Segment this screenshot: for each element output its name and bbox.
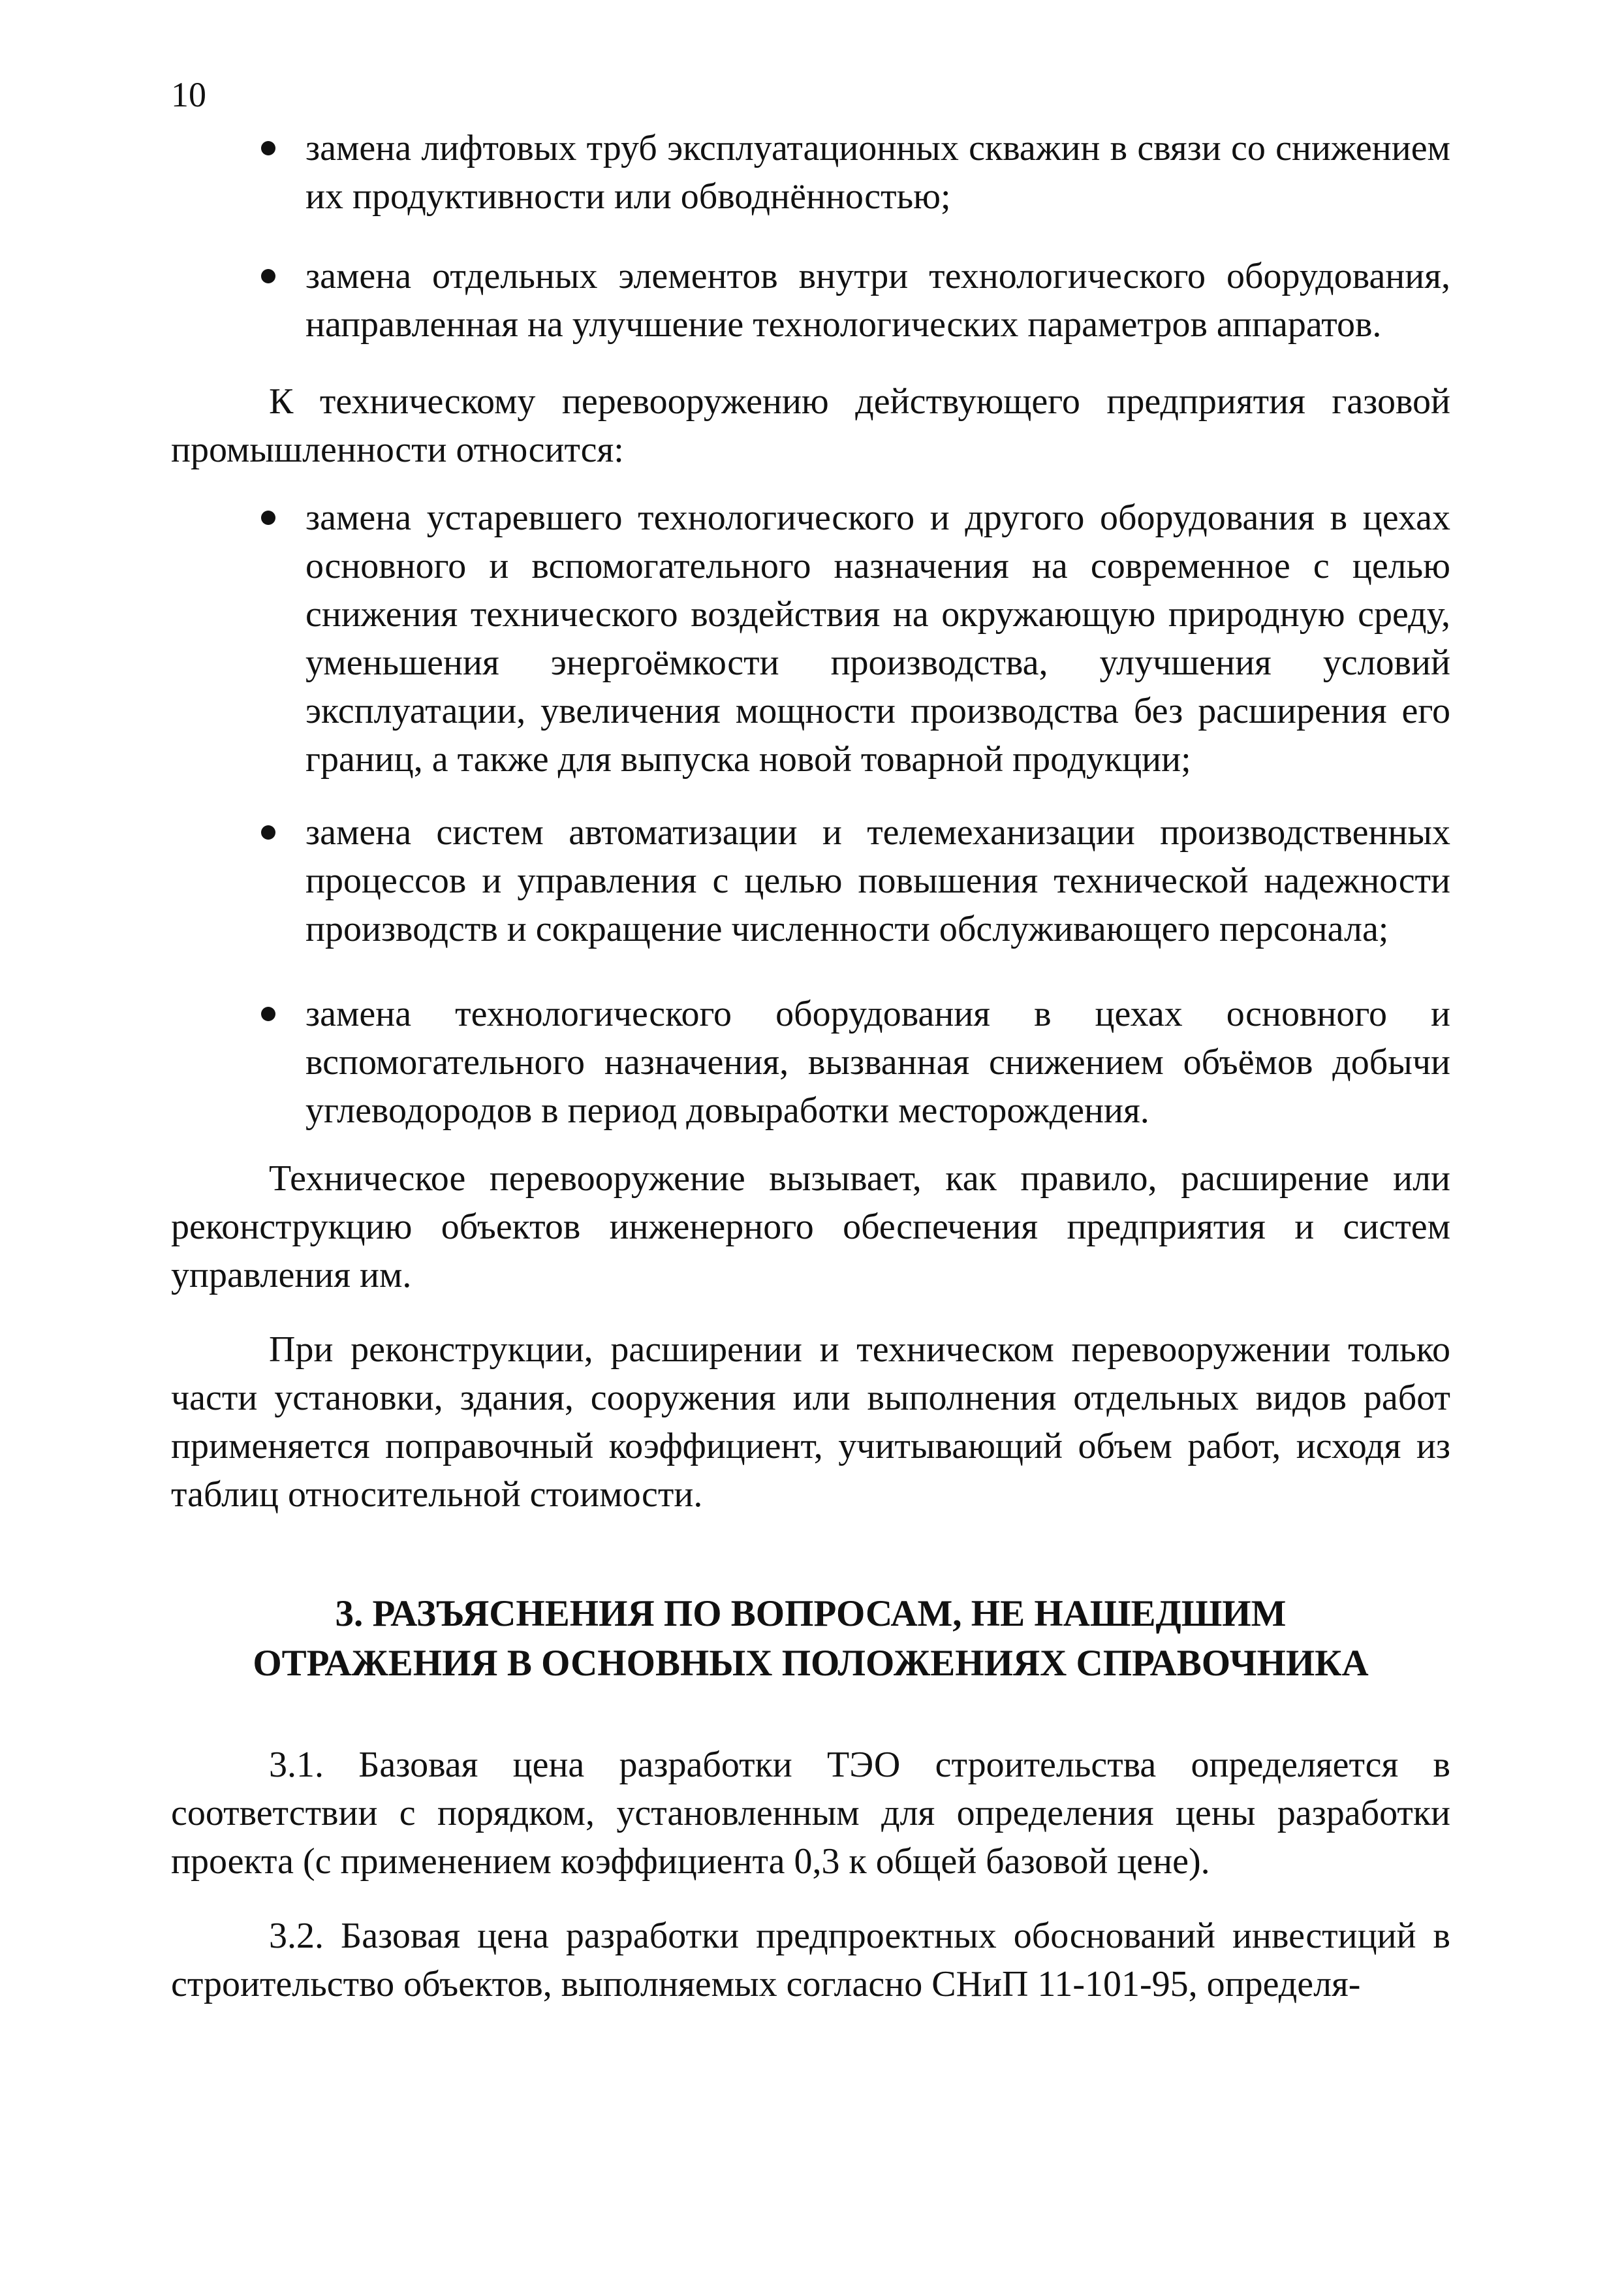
list-item	[171, 124, 1450, 221]
section-heading	[171, 1589, 1450, 1688]
page-number: 10	[171, 75, 206, 114]
bullet-icon	[261, 825, 275, 840]
bullet-icon	[261, 141, 275, 155]
bullet-list-reequipment	[171, 494, 1450, 1135]
list-item	[171, 252, 1450, 349]
list-item	[171, 494, 1450, 783]
bullet-icon	[261, 511, 275, 525]
bullet-icon	[261, 269, 275, 283]
list-item-text: замена устаревшего технологического и другого оборудования в цехах основного и вспомогательного назначения на современное с целью снижения технического воздействия на окружающую природную среду, уменьшения энергоёмкости производства, улучшения условий эксплуатации, увеличения мощности производства без расширения его границ, а также для выпуска новой товарной продукции;	[305, 498, 1450, 780]
section-heading-line: ОТРАЖЕНИЯ В ОСНОВНЫХ ПОЛОЖЕНИЯХ СПРАВОЧНИКА	[253, 1643, 1369, 1684]
paragraph: При реконструкции, расширении и техническом перевооружении только части установки, здания, сооружения или выполнения отдельных видов работ применяется поправочный коэффициент, учитывающий объем работ, исходя из таблиц относительной стоимости.	[171, 1329, 1450, 1515]
page-content	[171, 124, 1450, 2034]
intro-paragraph: К техническому перевооружению действующего предприятия газовой промышленности относится:	[171, 381, 1450, 470]
section-heading-line: 3. РАЗЪЯСНЕНИЯ ПО ВОПРОСАМ, НЕ НАШЕДШИМ	[335, 1593, 1287, 1634]
list-item-text: замена систем автоматизации и телемеханизации производственных процессов и управления с целью повышения технической надежности производств и сокращение численности обслуживающего персонала;	[305, 812, 1450, 949]
list-item-text: замена лифтовых труб эксплуатационных скважин в связи со снижением их продуктивности или обводнённостью;	[305, 128, 1450, 217]
list-item-text: замена технологического оборудования в цехах основного и вспомогательного назначения, вызванная снижением объёмов добычи углеводородов в период довыработки месторождения.	[305, 994, 1450, 1131]
list-item	[171, 990, 1450, 1135]
bullet-list-replacements	[171, 124, 1450, 349]
clause-3-1: 3.1. Базовая цена разработки ТЭО строительства определяется в соответствии с порядком, установленным для определения цены разработки проекта (с применением коэффициента 0,3 к общей базовой цене).	[171, 1745, 1450, 1882]
paragraph: Техническое перевооружение вызывает, как правило, расширение или реконструкцию объектов инженерного обеспечения предприятия и систем управления им.	[171, 1158, 1450, 1295]
list-item-text: замена отдельных элементов внутри технологического оборудования, направленная на улучшение технологических параметров аппаратов.	[305, 256, 1450, 345]
bullet-icon	[261, 1007, 275, 1021]
clause-3-2: 3.2. Базовая цена разработки предпроектных обоснований инвестиций в строительство объектов, выполняемых согласно СНиП 11-101-95, определя-	[171, 1916, 1450, 2004]
list-item	[171, 808, 1450, 953]
